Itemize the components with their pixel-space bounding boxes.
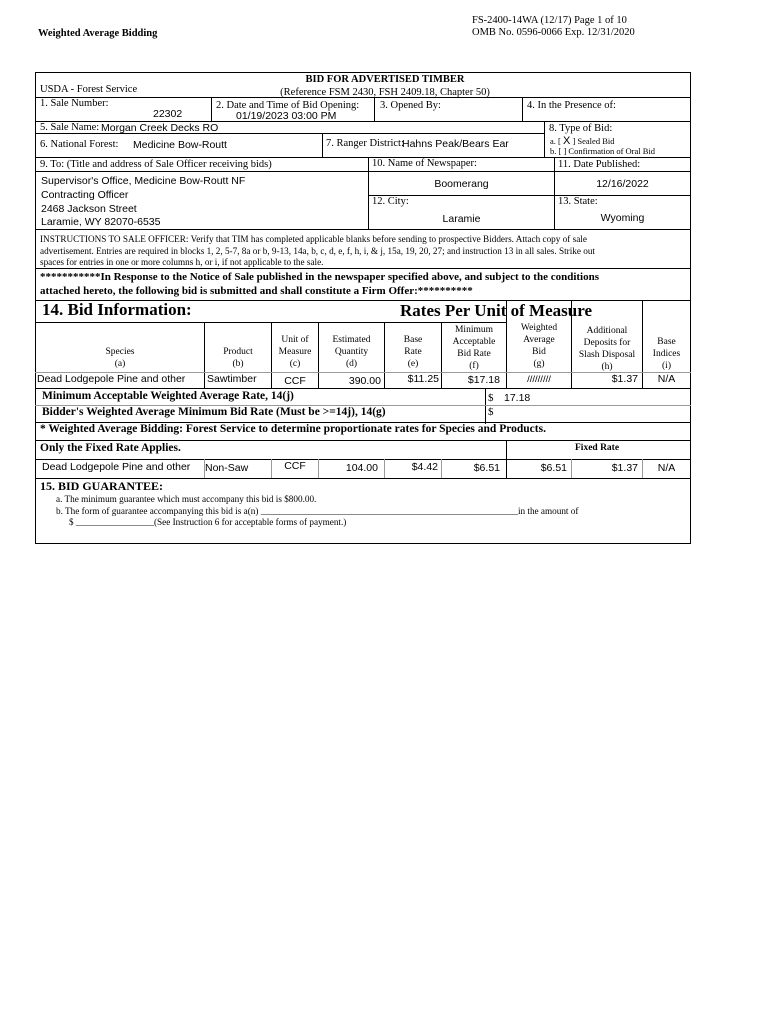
column-header-min-rate [442,324,506,372]
newspaper-label: 10. Name of Newspaper: [372,158,477,169]
column-header-base-rate [385,334,441,370]
column-letter: (g) [533,359,545,369]
column-header-text: Indices [652,349,681,359]
column-header-indices [643,336,690,372]
weighted-average-note: * Weighted Average Bidding: Forest Service to determine proportionate rates for Species and Products. [40,423,546,435]
city-label: 12. City: [372,196,409,207]
sale-number-label: 1. Sale Number: [40,98,109,109]
form-heading: BID FOR ADVERTISED TIMBER [305,74,465,85]
state-field[interactable]: Wyoming [600,212,645,224]
column-header-text: Unit of [281,335,309,345]
bid-opening-field[interactable]: 01/19/2023 03:00 PM [236,110,337,122]
quantity-cell[interactable]: 390.00 [348,375,381,387]
sealed-bid-checkbox[interactable]: X [562,135,571,147]
sale-officer-line-1[interactable]: Supervisor's Office, Medicine Bow-Routt NF [41,175,246,187]
column-header-text: Estimated [332,335,371,345]
instructions-line-2: advertisement. Entries are required in blocks 1, 2, 5-7, 8a or b, 9-13, 14a, b, c, d, e, f, h, i, & j, 15a, 19, 20, 27; and instruction 13 in all sales. Strike out [40,245,595,256]
forest-label: 6. National Forest: [40,139,119,150]
column-letter: (b) [232,359,244,369]
column-letter: (c) [289,359,301,369]
sale-name-label: 5. Sale Name: [40,122,100,133]
firm-offer-line-1: ***********In Response to the Notice of Sale published in the newspaper specified above, and subject to the conditions [40,271,600,283]
column-header-text: Weighted [520,323,558,333]
column-header-text: Minimum [454,325,493,335]
column-header-text: Bid [532,347,546,357]
sealed-bid-bracket: a. [ [550,136,561,146]
instructions-line-1: INSTRUCTIONS TO SALE OFFICER: Verify that TIM has completed applicable blanks before sending to prospective Bidders. Attach copy of sale [40,234,587,244]
column-header-species [36,346,204,370]
firm-offer-line-2: attached hereto, the following bid is submitted and shall constitute a Firm Offer:********** [40,285,473,297]
sale-officer-line-3[interactable]: 2468 Jackson Street [41,203,137,215]
column-header-unit [272,334,318,370]
column-header-text: Deposits for [583,338,631,348]
column-header-text: Average [523,335,555,345]
fixed-rate-label: Only the Fixed Rate Applies. [40,442,181,454]
column-header-text: Slash Disposal [578,350,636,360]
sale-officer-instructions [40,234,595,269]
column-header-text: Quantity [334,347,369,357]
species-cell[interactable]: Dead Lodgepole Pine and other [37,373,186,385]
state-label: 13. State: [558,196,598,207]
bid-info-heading: 14. Bid Information: [42,300,192,319]
bidder-rate-dollar: $ [488,406,494,418]
column-header-text: Additional [586,326,628,336]
min-weighted-value[interactable]: 17.18 [504,392,531,404]
column-letter: (e) [407,359,419,369]
deposits-cell[interactable]: $1.37 [611,373,638,385]
column-header-weighted [507,322,571,370]
product-cell[interactable]: Sawtimber [207,373,257,385]
date-published-label: 11. Date Published: [558,159,641,170]
min-weighted-dollar: $ [488,392,494,404]
column-header-quantity [319,334,384,370]
district-label: 7. Ranger District: [326,138,404,149]
indices-cell[interactable]: N/A [657,373,676,385]
column-header-text: Measure [278,347,312,357]
fixed-deposits-cell[interactable]: $1.37 [611,462,638,474]
form-reference: (Reference FSM 2430, FSH 2409.18, Chapter 50) [280,87,490,98]
weighted-cell[interactable]: ///////// [527,374,551,385]
sale-officer-line-2[interactable]: Contracting Officer [41,189,129,201]
fixed-species-cell[interactable]: Dead Lodgepole Pine and other [42,461,191,473]
sale-name-field[interactable]: Morgan Creek Decks RO [101,122,219,134]
column-letter: (h) [601,362,613,372]
forest-field[interactable]: Medicine Bow-Routt [133,139,227,151]
firm-offer-statement [40,270,599,298]
presence-label: 4. In the Presence of: [527,100,616,111]
column-letter: (f) [469,361,479,371]
bidder-rate-input[interactable] [500,406,685,421]
sale-number-field[interactable]: 22302 [153,108,183,120]
bid-opening-label: 2. Date and Time of Bid Opening: [216,100,360,111]
column-header-text: Species [105,347,135,357]
fixed-unit-cell[interactable]: CCF [284,460,306,472]
sale-officer-line-4[interactable]: Laramie, WY 82070-6535 [41,216,161,228]
omb-number: OMB No. 0596-0066 Exp. 12/31/2020 [472,27,635,38]
unit-cell[interactable]: CCF [284,375,306,387]
base-rate-cell[interactable]: $11.25 [407,373,439,385]
column-header-text: Bid Rate [457,349,491,359]
form-id: FS-2400-14WA (12/17) Page 1 of 10 [472,15,627,26]
min-rate-cell[interactable]: $17.18 [467,374,500,386]
column-header-text: Acceptable [452,337,496,347]
column-header-text: Rate [404,347,422,357]
instructions-line-3: spaces for entries in one or more columns h, or i, if not applicable to the sale. [40,257,324,267]
fixed-rate-cell[interactable]: $6.51 [540,462,567,474]
column-letter: (d) [345,359,358,369]
oral-bid-option[interactable]: b. [ ] Confirmation of Oral Bid [550,146,656,156]
sealed-bid-text: ] Sealed Bid [572,136,615,146]
to-label: 9. To: (Title and address of Sale Officer receiving bids) [40,159,272,170]
column-header-text: Base [403,335,423,345]
guarantee-line-a: a. The minimum guarantee which must accompany this bid is $800.00. [56,494,317,504]
min-weighted-label: Minimum Acceptable Weighted Average Rate, 14(j) [42,390,294,402]
bidder-rate-label: Bidder's Weighted Average Minimum Bid Rate (Must be >=14j), 14(g) [42,406,386,418]
date-published-field[interactable]: 12/16/2022 [596,178,649,190]
fixed-rate-header: Fixed Rate [575,443,620,453]
newspaper-field[interactable]: Boomerang [434,178,489,190]
fixed-indices-cell[interactable]: N/A [657,462,676,474]
city-field[interactable]: Laramie [442,213,481,225]
column-header-text: Product [223,347,253,357]
guarantee-amount-field[interactable]: $ _________________(See Instruction 6 for acceptable forms of payment.) [69,517,347,527]
rates-heading: Rates Per Unit of Measure [400,301,592,320]
fixed-base-rate-cell[interactable]: $4.42 [411,461,438,473]
column-letter: (i) [662,361,671,371]
bid-guarantee-heading: 15. BID GUARANTEE: [40,479,164,493]
opened-by-label: 3. Opened By: [380,100,441,111]
fixed-quantity-cell[interactable]: 104.00 [345,462,378,474]
agency-label: USDA - Forest Service [40,84,138,95]
guarantee-form-field[interactable]: b. The form of guarantee accompanying this bid is a(n) ________________________________________________________in the amount of [56,506,579,516]
fixed-product-cell[interactable]: Non-Saw [205,462,249,474]
column-header-deposits [572,325,642,373]
bid-type-label: 8. Type of Bid: [549,123,613,134]
column-header-product [205,346,271,370]
fixed-min-rate-cell[interactable]: $6.51 [473,462,500,474]
district-field[interactable]: Hahns Peak/Bears Ear [402,138,509,150]
column-letter: (a) [114,359,126,369]
column-header-text: Base [657,337,676,347]
form-title: Weighted Average Bidding [38,28,158,39]
